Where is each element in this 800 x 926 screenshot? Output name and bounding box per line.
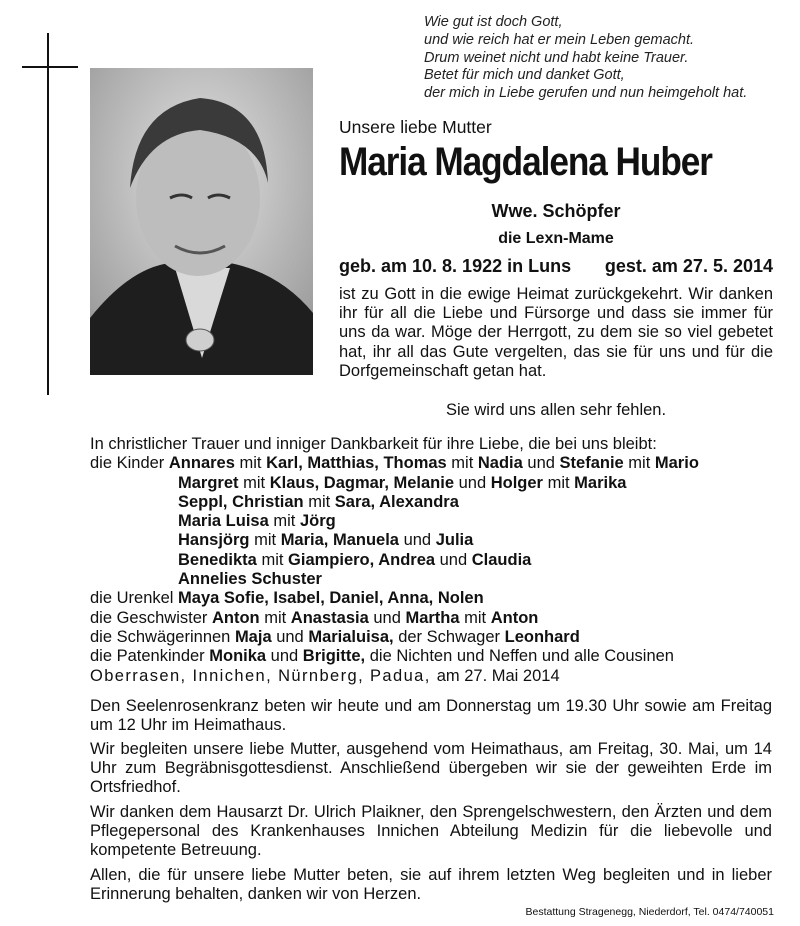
poem-line: der mich in Liebe gerufen und nun heimgeholt hat.: [424, 85, 748, 102]
death-date: gest. am 27. 5. 2014: [604, 256, 773, 276]
notice-rosary: Den Seelenrosenkranz beten wir heute und am Donnerstag um 19.30 Uhr sowie am Freitag um 12 Uhr im Heimathaus.: [90, 697, 772, 735]
cross-icon-bar: [22, 66, 78, 68]
notice-closing: Allen, die für unsere liebe Mutter beten, sie auf ihrem letzten Weg begleiten und in lieber Erinnerung behalten, danken wir von Herzen.: [90, 866, 772, 904]
intro-text: Unsere liebe Mutter: [339, 117, 492, 137]
poem: [424, 14, 794, 103]
mourner-line: Margret mit Klaus, Dagmar, Melanie und Holger mit Marika: [178, 473, 627, 492]
birth-date: geb. am 10. 8. 1922 in Luns: [339, 256, 572, 276]
widow-name: Wwe. Schöpfer: [491, 201, 621, 221]
place-date-line: [90, 667, 780, 686]
obituary-paragraph: ist zu Gott in die ewige Heimat zurückgekehrt. Wir danken ihr für all die Liebe und Fürsorge und dass sie immer für uns da war. Möge der Herrgott, zu dem sie so viel gebetet hat, ihr all das Gute vergelten, das sie für uns und für die Dorfgemeinschaft getan hat.: [339, 285, 773, 380]
poem-line: Betet für mich und danket Gott,: [424, 67, 625, 84]
notice-funeral: Wir begleiten unsere liebe Mutter, ausgehend vom Heimathaus, am Freitag, 30. Mai, um 14 Uhr zum Begräbnisgottesdienst. Anschließend übergeben wir sie der geweihten Erde im Ortsfriedhof.: [90, 740, 772, 797]
undertaker-credit: Bestattung Stragenegg, Niederdorf, Tel. 0474/740051: [525, 906, 774, 918]
portrait-photo: [90, 68, 313, 375]
alias: die Lexn-Mame: [498, 230, 614, 247]
mourner-line: die Geschwister Anton mit Anastasia und Martha mit Anton: [90, 608, 539, 627]
life-dates: [339, 256, 773, 277]
deceased-name: Maria Magdalena Huber: [339, 140, 712, 184]
mourner-line: Benedikta mit Giampiero, Andrea und Claudia: [178, 550, 532, 569]
mourner-line: die Schwägerinnen Maja und Marialuisa, der Schwager Leonhard: [90, 627, 580, 646]
poem-line: und wie reich hat er mein Leben gemacht.: [424, 31, 695, 48]
mourner-line: die Kinder Annares mit Karl, Matthias, Thomas mit Nadia und Stefanie mit Mario: [90, 454, 699, 473]
cross-icon: [47, 33, 49, 395]
poem-line: Drum weinet nicht und habt keine Trauer.: [424, 49, 689, 66]
notice-thanks: Wir danken dem Hausarzt Dr. Ulrich Plaikner, den Sprengelschwestern, den Ärzten und dem Pflegepersonal des Krankenhauses Innichen Abteilung Medizin für die liebevolle und kompetente Betreuung.: [90, 803, 772, 860]
poem-line: Wie gut ist doch Gott,: [424, 14, 563, 30]
mourner-line: Maria Luisa mit Jörg: [178, 512, 336, 531]
mourner-line: die Patenkinder Monika und Brigitte, die Nichten und Neffen und alle Cousinen: [90, 647, 674, 666]
mourner-line: Annelies Schuster: [178, 570, 322, 589]
mourners-list: [90, 435, 780, 667]
mourner-line: Hansjörg mit Maria, Manuela und Julia: [178, 531, 474, 550]
mourners-intro: In christlicher Trauer und inniger Dankbarkeit für ihre Liebe, die bei uns bleibt:: [90, 435, 657, 453]
date: am 27. Mai 2014: [436, 667, 560, 685]
mourner-line: Seppl, Christian mit Sara, Alexandra: [178, 492, 459, 511]
closing-line: Sie wird uns allen sehr fehlen.: [445, 401, 667, 419]
mourner-line: die Urenkel Maya Sofie, Isabel, Daniel, Anna, Nolen: [90, 589, 484, 608]
places: Oberrasen, Innichen, Nürnberg, Padua,: [90, 667, 431, 685]
